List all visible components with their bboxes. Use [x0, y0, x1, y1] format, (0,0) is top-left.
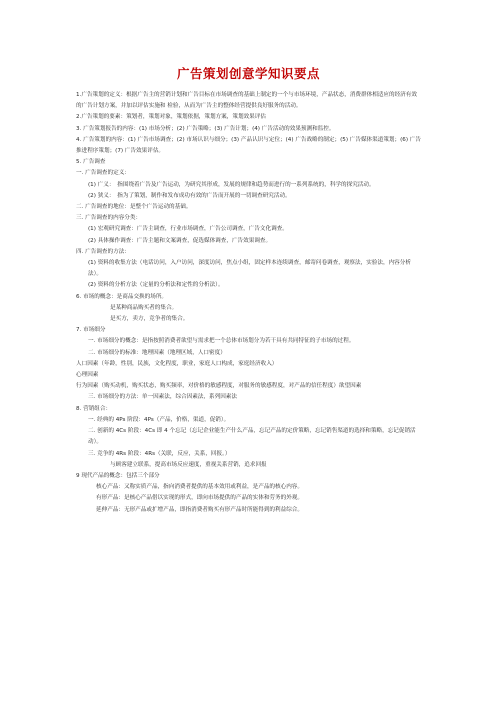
- text-line: (2) 资料的分析方法（定量的分析法和定性的分析法）。: [88, 282, 224, 289]
- text-line: 三. 广告调查的内容分类：: [76, 215, 142, 222]
- text-line: (1) 资料的收集方法（电话访问，入户访问，深度访问，焦点小组，固定样本连续调查，邮寄问卷调查，观察法，实验法，内容分析法）。: [88, 260, 411, 278]
- text-line: 一. 市场细分的概念：是指按照消费者欲望与需求把一个总体市场划分为若干具有共同特征的子市场的过程。: [88, 338, 355, 345]
- text-line: 一. 广告调查的定义：: [76, 170, 130, 177]
- text-line: 行为因素（购买动机，购买状态，购买频率，对价格的敏感程度，对服务的敏感程度，对产品的信任程度）欲望因素: [76, 383, 362, 390]
- text-line: 9 现代产品的概念：包括三个部分: [76, 472, 160, 479]
- text-line: 是某种商品购买者的集合。: [110, 304, 178, 311]
- text-line: 6. 市场的概念：是商品交换的场所。: [76, 293, 168, 300]
- text-line: 7. 市场细分: [76, 327, 106, 334]
- text-line: 延伸产品：无形产品或扩增产品，即指消费者购买有形产品时所能得到的利益综合。: [96, 506, 303, 513]
- text-line: (2) 狭义： 指为了策划，制作和发布成功有效的广告而开展的一切调查研究活动。: [88, 192, 291, 199]
- text-line: 三. 市场细分的方法：单一因素法，综合因素法，系列因素法: [88, 394, 237, 401]
- text-line: 心理因素: [76, 372, 99, 379]
- document-title: 广告策划创意学知识要点: [176, 66, 320, 81]
- text-line: 二. 广告调查的地位：是整个广告运动的基础。: [76, 204, 192, 211]
- text-line: 人口因素（年龄，性别，民族，文化程度，职业，家庭人口构成，家庭经济收入）: [76, 360, 278, 367]
- text-line: 3. 广告策划报告的内容：(1) 市场分析；(2) 广告策略；(3) 广告计划；(4) 广告活动的效果预测和监控。: [76, 125, 335, 132]
- text-line: 四. 广告调查的方法：: [76, 248, 130, 255]
- text-line: 与顾客建立联系，提高市场反应速度，重视关系营销，追求回报: [110, 461, 267, 468]
- text-line: (1) 广义： 指围绕着广告及广告运动，为研究其形成，发展的规律和趋势而进行的一系列系统的，科学的探究活动。: [88, 181, 375, 188]
- text-line: 5. 广告调查: [76, 159, 106, 166]
- text-line: 4. 广告策划的内容：(1) 广告市场调查；(2) 市场认识与细分；(3) 产品认识与定位；(4) 广告战略的制定；(5) 广告媒体渠道策划；(6) 广告推进程序策划；(7) 广告效果评估。: [76, 136, 421, 155]
- text-line: 2.广告策划的要素：策划者，策划对象，策划依据，策划方案，策划效果评估: [76, 114, 266, 121]
- text-line: 核心产品：又称实质产品，指向消费者提供的基本效用或利益，是产品的核心内容。: [96, 484, 303, 491]
- document-body: [76, 90, 421, 516]
- text-line: 1.广告策划的定义：根据广告主的营销计划和广告目标在市场调查的基础上制定的一个与市场环境，产品状态，消费群体相适应的经济有效的广告计划方案，并加以评估实施和 检验，从而为广告主的整体经营提供良好服务的活动。: [76, 92, 417, 110]
- text-line: (1) 宏观研究调查：广告主调查，行业市场调查，广告公司调查，广告文化调查。: [88, 226, 288, 233]
- text-line: 8. 营销组合：: [76, 405, 112, 412]
- text-line: 三. 竞争的 4Rs 阶段：4Rs（关联，反应，关系，回报。）: [88, 450, 231, 457]
- text-line: 是买方，卖方，竞争者的集合。: [110, 316, 189, 323]
- text-line: 二. 市场细分的标准：地理因素（地理区域，人口密度）: [88, 349, 226, 356]
- text-line: 有形产品：是核心产品借以实现的形式，即向市场提供的产品的实体和劳务的外观。: [96, 495, 303, 502]
- text-line: (2) 具体操作调查：广告主题和文案调查，促选媒体调查，广告效果调查。: [88, 237, 272, 244]
- text-line: 二. 创新的 4Cs 阶段：4Cs 即 4 个忘记（忘记企业能生产什么产品，忘记产品的定价策略，忘记销售渠道的选择和策略，忘记促销活动）。: [88, 428, 416, 446]
- text-line: 一. 经典的 4Ps 阶段：4Ps（产品，价格，渠道，促销）。: [88, 416, 230, 423]
